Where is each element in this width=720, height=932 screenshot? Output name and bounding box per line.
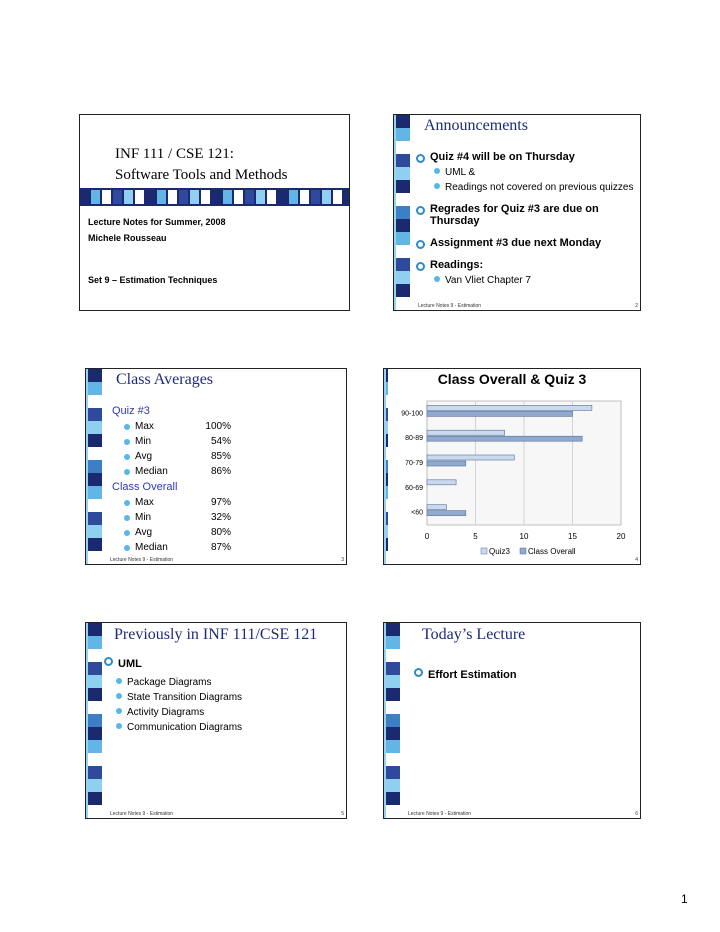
announcement-text: Assignment #3 due next Monday (430, 237, 602, 249)
stripe-block (88, 727, 102, 740)
title-stripe-band (80, 188, 349, 206)
slide-number: 6 (635, 811, 638, 817)
stat-row (112, 542, 231, 553)
stripe-block (88, 473, 102, 486)
x-tick-label: 20 (616, 532, 626, 541)
band-block (223, 190, 232, 204)
side-stripe (384, 369, 388, 564)
side-stripe (86, 623, 102, 818)
stat-row (112, 527, 231, 538)
bullet-icon (414, 668, 423, 677)
stripe-block (386, 551, 388, 564)
bullet-icon (434, 168, 440, 174)
stripe-block (88, 688, 102, 701)
slide-chart (383, 368, 641, 565)
announcement-subitem (416, 275, 633, 286)
stripe-block (386, 421, 388, 434)
announcement-item (416, 203, 633, 227)
stripe-block (88, 408, 102, 421)
stripe-block (396, 180, 410, 193)
bullet-icon (124, 469, 130, 475)
slide-title (79, 114, 350, 311)
stat-value: 100% (205, 421, 231, 432)
uml-heading: UML (118, 658, 142, 670)
stripe-block (396, 219, 410, 232)
topic-text: State Transition Diagrams (127, 692, 243, 703)
y-tick-label: 70-79 (405, 460, 423, 467)
legend-swatch (520, 548, 526, 554)
band-block (113, 190, 122, 204)
stripe-block (386, 512, 388, 525)
side-stripe (394, 115, 410, 310)
announcement-subitem (416, 182, 633, 193)
stripe-block (386, 779, 400, 792)
stat-value: 87% (210, 542, 231, 553)
band-block (135, 190, 144, 204)
stripe-block (386, 564, 388, 565)
legend-swatch (481, 548, 487, 554)
slide-number: 2 (635, 303, 638, 309)
stripe-block (386, 740, 400, 753)
stat-label: Median (135, 542, 168, 553)
topic-list (116, 673, 242, 733)
stripe-block (88, 382, 102, 395)
legend-label: Quiz3 (489, 547, 510, 556)
stripe-block (88, 779, 102, 792)
stripe-block (88, 486, 102, 499)
page-number: 1 (681, 892, 688, 906)
bullet-icon (434, 183, 440, 189)
y-tick-label: 80-89 (405, 435, 423, 443)
stripe-block (88, 434, 102, 447)
stripe-block (88, 675, 102, 688)
side-stripe (384, 623, 400, 818)
topic-item (116, 677, 242, 688)
stripe-block (386, 395, 388, 408)
stripe-block (88, 662, 102, 675)
stripe-block (396, 206, 410, 219)
bar-class-overall (427, 436, 582, 441)
set-label: Set 9 – Estimation Techniques (88, 275, 218, 285)
x-tick-label: 10 (519, 532, 529, 541)
bullet-icon (124, 545, 130, 551)
band-block (322, 190, 331, 204)
band-block (245, 190, 254, 204)
stripe-block (386, 499, 388, 512)
band-block (256, 190, 265, 204)
stat-value: 85% (210, 451, 231, 462)
stripe-block (396, 128, 410, 141)
band-block (344, 190, 350, 204)
band-block (91, 190, 100, 204)
stripe-block (386, 727, 400, 740)
stripe-block (386, 714, 400, 727)
stripe-block (386, 623, 400, 636)
band-block (234, 190, 243, 204)
y-tick-label: 90-100 (401, 410, 423, 418)
bullet-icon (416, 154, 425, 163)
bullet-icon (124, 500, 130, 506)
band-block (102, 190, 111, 204)
bullet-icon (416, 240, 425, 249)
stripe-block (386, 408, 388, 421)
stat-label: Min (135, 436, 152, 447)
stripe-block (386, 525, 388, 538)
band-block (201, 190, 210, 204)
stat-label: Avg (135, 451, 153, 462)
bar-quiz3 (427, 455, 514, 460)
slide-title: Previously in INF 111/CSE 121 (114, 626, 318, 643)
slide-title: Today’s Lecture (422, 626, 526, 643)
band-block (146, 190, 155, 204)
stripe-block (88, 460, 102, 473)
stat-label: Median (135, 466, 168, 477)
stat-label: Min (135, 512, 152, 523)
stripe-block (386, 766, 400, 779)
stripe-block (88, 564, 102, 565)
stripe-block (396, 258, 410, 271)
chart-title: Class Overall & Quiz 3 (437, 371, 587, 387)
stripe-block (88, 395, 102, 408)
band-block (278, 190, 287, 204)
bullet-icon (416, 206, 425, 215)
bullet-icon (124, 454, 130, 460)
stripe-block (386, 818, 400, 819)
bar-class-overall (427, 511, 466, 516)
topic-item (116, 707, 242, 718)
stripe-block (396, 115, 410, 128)
announcement-list (416, 151, 633, 286)
topic-item (116, 722, 242, 733)
stripe-block (396, 297, 410, 310)
slide-number: 4 (635, 557, 638, 563)
stat-row (112, 512, 231, 523)
slide-footer: Lecture Notes 9 - Estimation (110, 811, 174, 817)
stripe-block (396, 232, 410, 245)
stripe-block (88, 369, 102, 382)
stat-row (112, 466, 231, 477)
bullet-icon (116, 723, 122, 729)
bar-chart (389, 397, 637, 561)
band-block (333, 190, 342, 204)
slide-footer: Lecture Notes 9 - Estimation (110, 557, 174, 563)
bar-class-overall (427, 411, 573, 416)
stripe-block (386, 753, 400, 766)
author-name: Michele Rousseau (88, 233, 167, 243)
stripe-block (396, 245, 410, 258)
stat-row (112, 497, 231, 508)
bar-quiz3 (427, 505, 446, 510)
stripe-block (88, 714, 102, 727)
stat-value: 80% (210, 527, 231, 538)
section-heading: Quiz #3 (112, 405, 150, 417)
announcement-item (416, 151, 633, 163)
stripe-block (386, 792, 400, 805)
slide-number: 3 (341, 557, 344, 563)
stripe-block (88, 512, 102, 525)
announcement-text: Quiz #4 will be on Thursday (430, 151, 575, 163)
stat-row (112, 451, 231, 462)
announcement-text: Readings: (430, 259, 484, 271)
stat-label: Max (135, 421, 154, 432)
band-block (179, 190, 188, 204)
stripe-block (88, 753, 102, 766)
stripe-block (386, 434, 388, 447)
lecture-topic-text: Effort Estimation (428, 669, 517, 681)
stripe-block (88, 818, 102, 819)
slide-previously (85, 622, 347, 819)
stripe-block (396, 167, 410, 180)
bullet-icon (104, 657, 113, 666)
stripe-block (396, 154, 410, 167)
stripe-block (386, 460, 388, 473)
band-block (300, 190, 309, 204)
band-block (267, 190, 276, 204)
announcement-subitem-text: UML & (445, 167, 476, 178)
x-tick-label: 0 (424, 532, 430, 541)
band-block (124, 190, 133, 204)
stripe-block (88, 766, 102, 779)
stripe-block (88, 792, 102, 805)
stripe-block (386, 805, 400, 818)
stat-value: 97% (210, 497, 231, 508)
stripe-block (88, 447, 102, 460)
stripe-block (386, 649, 400, 662)
stripe-block (88, 623, 102, 636)
bullet-icon (434, 276, 440, 282)
slide-footer: Lecture Notes 9 - Estimation (418, 303, 482, 309)
y-tick-label: <60 (411, 509, 423, 517)
slide-todays-lecture (383, 622, 641, 819)
bar-class-overall (427, 461, 466, 466)
stripe-block (386, 538, 388, 551)
bullet-icon (124, 439, 130, 445)
bullet-icon (116, 678, 122, 684)
averages-list (112, 401, 231, 553)
side-stripe (86, 369, 102, 564)
topic-text: Activity Diagrams (127, 707, 205, 718)
legend-label: Class Overall (528, 547, 576, 556)
stripe-block (386, 486, 388, 499)
bar-quiz3 (427, 405, 592, 410)
bar-quiz3 (427, 430, 505, 435)
band-block (157, 190, 166, 204)
stripe-block (396, 193, 410, 206)
announcement-item (416, 237, 633, 249)
stripe-block (88, 525, 102, 538)
stripe-block (386, 447, 388, 460)
stripe-block (386, 473, 388, 486)
stat-row (112, 436, 231, 447)
section-heading: Class Overall (112, 481, 178, 493)
slide1-title-line2: Software Tools and Methods (115, 167, 288, 183)
announcement-text: Regrades for Quiz #3 are due on Thursday (430, 203, 599, 227)
stripe-block (88, 538, 102, 551)
stripe-block (88, 499, 102, 512)
lecture-topics (414, 668, 517, 681)
stripe-block (88, 421, 102, 434)
slide-number: 5 (341, 811, 344, 817)
stripe-block (386, 701, 400, 714)
stripe-block (386, 636, 400, 649)
stripe-block (396, 310, 410, 311)
stat-label: Max (135, 497, 154, 508)
stripe-block (88, 551, 102, 564)
stripe-block (396, 271, 410, 284)
slide-class-averages (85, 368, 347, 565)
band-block (190, 190, 199, 204)
announcement-subitem (416, 167, 633, 178)
topic-text: Communication Diagrams (127, 722, 243, 733)
band-block (212, 190, 221, 204)
topic-text: Package Diagrams (127, 677, 212, 688)
stat-label: Avg (135, 527, 153, 538)
band-block (289, 190, 298, 204)
stripe-block (396, 141, 410, 154)
announcement-subitem-text: Van Vliet Chapter 7 (445, 275, 531, 286)
stripe-block (386, 662, 400, 675)
band-block (168, 190, 177, 204)
announcement-subitem-text: Readings not covered on previous quizzes (445, 182, 634, 193)
announcement-item (416, 259, 633, 271)
y-tick-label: 60-69 (405, 484, 423, 492)
uml-heading-row (104, 657, 142, 670)
stripe-block (386, 675, 400, 688)
stripe-block (88, 649, 102, 662)
stat-value: 32% (210, 512, 231, 523)
topic-item (116, 692, 242, 703)
stat-value: 86% (210, 466, 231, 477)
slide1-title-line1: INF 111 / CSE 121: (115, 146, 234, 162)
bullet-icon (116, 708, 122, 714)
stripe-block (396, 284, 410, 297)
slide-title: Class Averages (116, 371, 214, 388)
bullet-icon (116, 693, 122, 699)
bullet-icon (124, 530, 130, 536)
band-block (311, 190, 320, 204)
band-block (80, 190, 89, 204)
stat-row (112, 421, 231, 432)
lecture-topic (414, 668, 517, 681)
bullet-icon (124, 515, 130, 521)
x-tick-label: 5 (473, 532, 478, 541)
slide-footer: Lecture Notes 9 - Estimation (408, 811, 472, 817)
x-tick-label: 15 (568, 532, 577, 541)
bar-quiz3 (427, 480, 456, 485)
stripe-block (386, 688, 400, 701)
stat-value: 54% (210, 436, 231, 447)
slide-title: Announcements (424, 117, 528, 134)
bullet-icon (416, 262, 425, 271)
stripe-block (88, 740, 102, 753)
stripe-block (88, 701, 102, 714)
lecture-notes-label: Lecture Notes for Summer, 2008 (88, 217, 226, 227)
stripe-block (88, 805, 102, 818)
bullet-icon (124, 424, 130, 430)
slide-announcements (393, 114, 641, 311)
stripe-block (88, 636, 102, 649)
